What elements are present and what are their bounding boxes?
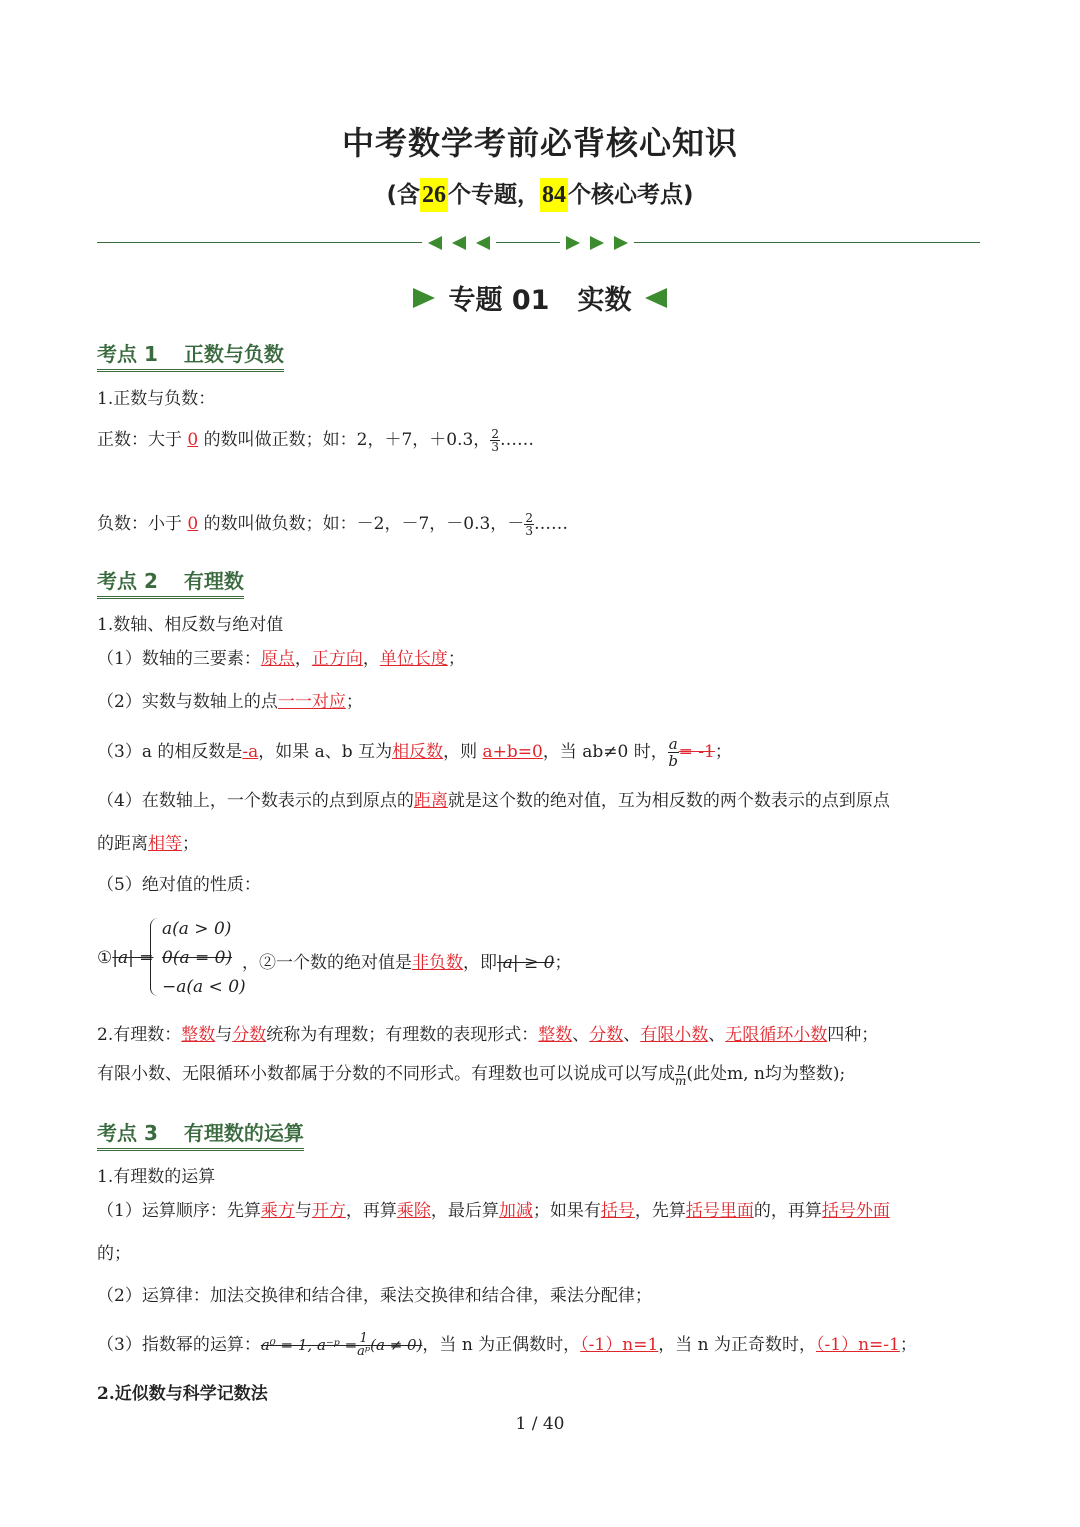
right-arrows-icon <box>560 233 634 253</box>
topic-name: 实数 <box>577 285 632 316</box>
text-line: （3）指数幂的运算：a⁰ = 1, a⁻ᵖ = $\frac{1}{\text{aᵖ}}$ (a ≠ 0)，当 n 为正偶数时，（-1）n=1，当 n 为正奇数时，（-1）n=-1； <box>97 1331 917 1359</box>
document-subtitle: (含26个专题，84个核心考点) <box>0 176 1080 209</box>
section-heading-1: 考点 1 正数与负数 <box>97 338 284 372</box>
text-line: 2.近似数与科学记数法 <box>97 1384 268 1404</box>
case-2: 0(a = 0) <box>162 948 233 968</box>
left-arrows-icon <box>422 233 496 253</box>
abs-value-property: ，②一个数的绝对值是非负数，即|a| ≥ 0； <box>242 953 572 973</box>
point-count-highlight: 84 <box>540 178 568 212</box>
section-heading-3: 考点 3 有理数的运算 <box>97 1117 304 1151</box>
section-heading-2: 考点 2 有理数 <box>97 565 244 599</box>
negative-number-line: 负数：小于 0 的数叫做负数；如：－2，－7，－0.3，－ $\frac{2}{3}$ …… <box>97 511 568 538</box>
piecewise-brace <box>150 918 159 996</box>
abs-value-formula: ①|a| = <box>97 948 154 968</box>
page-number: 1 / 40 <box>515 1414 565 1434</box>
text-line: （2）实数与数轴上的点一一对应； <box>97 692 363 712</box>
text-line: （1）数轴的三要素：原点，正方向，单位长度； <box>97 649 465 669</box>
text-line: 有限小数、无限循环小数都属于分数的不同形式。有理数也可以说成可以写成 $\frac{n}{m}$ (此处m, n均为整数); <box>97 1061 846 1088</box>
document-title: 中考数学考前必背核心知识 <box>341 124 738 162</box>
case-3: −a(a < 0) <box>162 977 246 997</box>
text-line: （3）a 的相反数是-a，如果 a、b 互为相反数，则 a+b=0，当 ab≠0 时， $\frac{a}{b}$ = -1； <box>97 735 732 770</box>
text-line: 2.有理数：整数与分数统称为有理数；有理数的表现形式：整数、分数、有限小数、无限循环小数四种； <box>97 1025 879 1045</box>
topic-heading <box>0 278 1080 317</box>
text-line: 的； <box>97 1244 131 1264</box>
text-line: （2）运算律：加法交换律和结合律，乘法交换律和结合律，乘法分配律； <box>97 1286 652 1306</box>
topic-count-highlight: 26 <box>420 178 448 212</box>
topic-arrow-left-icon <box>645 288 667 308</box>
text-line: （1）运算顺序：先算乘方与开方，再算乘除，最后算加减；如果有括号，先算括号里面的，再算括号外面 <box>97 1201 890 1221</box>
positive-number-line: 正数：大于 0 的数叫做正数；如：2，＋7，＋0.3， $\frac{2}{3}$ …… <box>97 427 534 454</box>
topic-label: 专题 01 <box>448 285 550 316</box>
topic-arrow-right-icon <box>413 288 435 308</box>
header-divider <box>97 242 980 243</box>
text-line: 1.有理数的运算 <box>97 1167 216 1187</box>
text-line: 1.数轴、相反数与绝对值 <box>97 615 284 635</box>
text-line: （4）在数轴上，一个数表示的点到原点的距离就是这个数的绝对值，互为相反数的两个数表示的点到原点 <box>97 791 890 811</box>
text-line: （5）绝对值的性质： <box>97 875 261 895</box>
text-line: 的距离相等； <box>97 834 199 854</box>
case-1: a(a > 0) <box>162 919 232 939</box>
text-line: 1.正数与负数： <box>97 389 216 409</box>
